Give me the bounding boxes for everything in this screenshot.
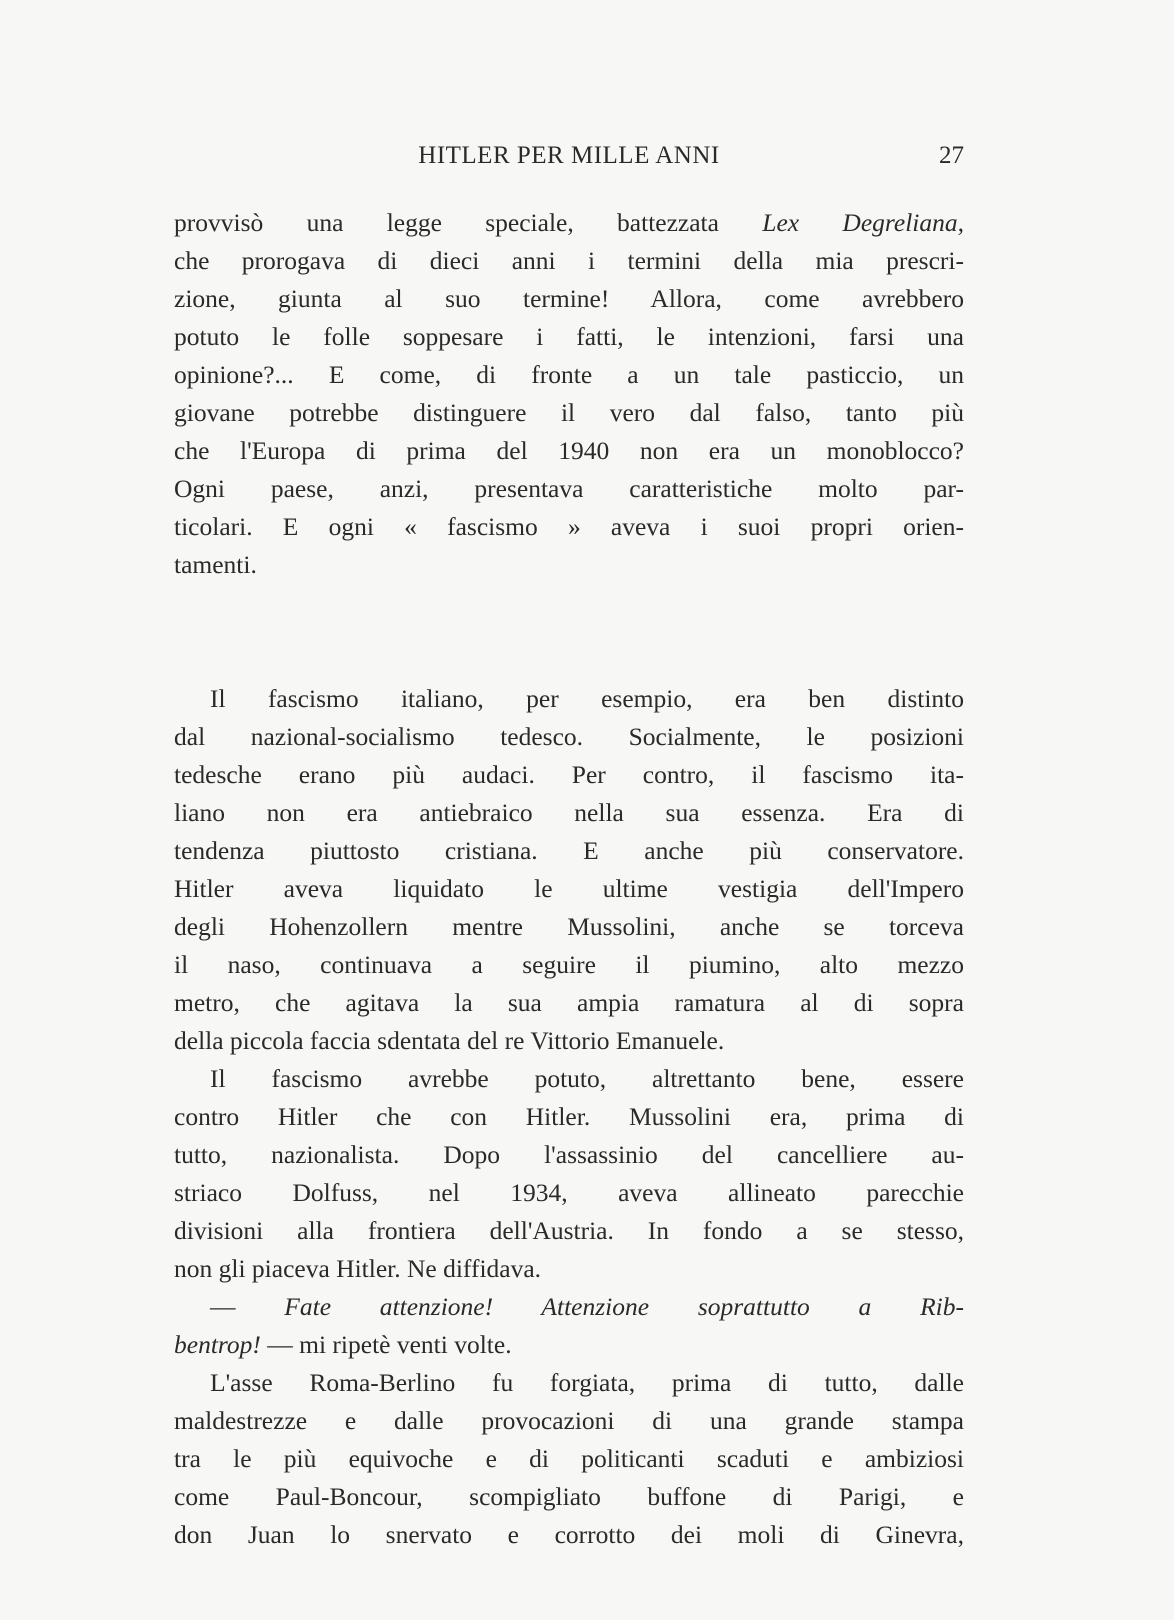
text-line: striaco Dolfuss, nel 1934, aveva allineato parecchie — [174, 1178, 964, 1207]
text-line: liano non era antiebraico nella sua essenza. Era di — [174, 798, 964, 827]
text-line: dal nazional-socialismo tedesco. Socialmente, le posizioni — [174, 722, 964, 751]
text-line: tedesche erano più audaci. Per contro, il fascismo ita- — [174, 760, 964, 789]
text-line: provvisò una legge speciale, battezzata Lex Degreliana, — [174, 208, 964, 237]
text-line: che prorogava di dieci anni i termini della mia prescri- — [174, 246, 964, 275]
text-line: tutto, nazionalista. Dopo l'assassinio del cancelliere au- — [174, 1140, 964, 1169]
text-line: — Fate attenzione! Attenzione soprattutto a Rib- — [210, 1292, 964, 1321]
running-head — [174, 138, 964, 178]
text-line: ticolari. E ogni « fascismo » aveva i suoi propri orien- — [174, 512, 964, 541]
page-number: 27 — [939, 142, 964, 169]
text-line: opinione?... E come, di fronte a un tale pasticcio, un — [174, 360, 964, 389]
text-line: Il fascismo italiano, per esempio, era ben distinto — [210, 684, 964, 713]
text-line: metro, che agitava la sua ampia ramatura al di sopra — [174, 988, 964, 1017]
paragraph-1 — [174, 204, 964, 584]
text-line: il naso, continuava a seguire il piumino, alto mezzo — [174, 950, 964, 979]
paragraph-2 — [174, 680, 964, 1554]
text-line: tamenti. — [174, 550, 257, 579]
text-line: zione, giunta al suo termine! Allora, come avrebbero — [174, 284, 964, 313]
text-line: L'asse Roma-Berlino fu forgiata, prima di tutto, dalle — [210, 1368, 964, 1397]
text-line: contro Hitler che con Hitler. Mussolini era, prima di — [174, 1102, 964, 1131]
text-line: degli Hohenzollern mentre Mussolini, anche se torceva — [174, 912, 964, 941]
text-line: bentrop! — mi ripetè venti volte. — [174, 1330, 512, 1359]
running-title: HITLER PER MILLE ANNI — [418, 142, 720, 169]
text-line: non gli piaceva Hitler. Ne diffidava. — [174, 1254, 542, 1283]
text-line: don Juan lo snervato e corrotto dei moli di Ginevra, — [174, 1520, 964, 1549]
text-line: che l'Europa di prima del 1940 non era un monoblocco? — [174, 436, 964, 465]
text-line: Hitler aveva liquidato le ultime vestigia dell'Impero — [174, 874, 964, 903]
text-line: tra le più equivoche e di politicanti scaduti e ambiziosi — [174, 1444, 964, 1473]
text-line: della piccola faccia sdentata del re Vittorio Emanuele. — [174, 1026, 725, 1055]
text-line: giovane potrebbe distinguere il vero dal falso, tanto più — [174, 398, 964, 427]
text-line: divisioni alla frontiera dell'Austria. In fondo a se stesso, — [174, 1216, 964, 1245]
text-line: potuto le folle soppesare i fatti, le intenzioni, farsi una — [174, 322, 964, 351]
text-line: come Paul-Boncour, scompigliato buffone di Parigi, e — [174, 1482, 964, 1511]
text-line: Ogni paese, anzi, presentava caratteristiche molto par- — [174, 474, 964, 503]
text-line: maldestrezze e dalle provocazioni di una grande stampa — [174, 1406, 964, 1435]
text-line: tendenza piuttosto cristiana. E anche più conservatore. — [174, 836, 964, 865]
text-line: Il fascismo avrebbe potuto, altrettanto bene, essere — [210, 1064, 964, 1093]
